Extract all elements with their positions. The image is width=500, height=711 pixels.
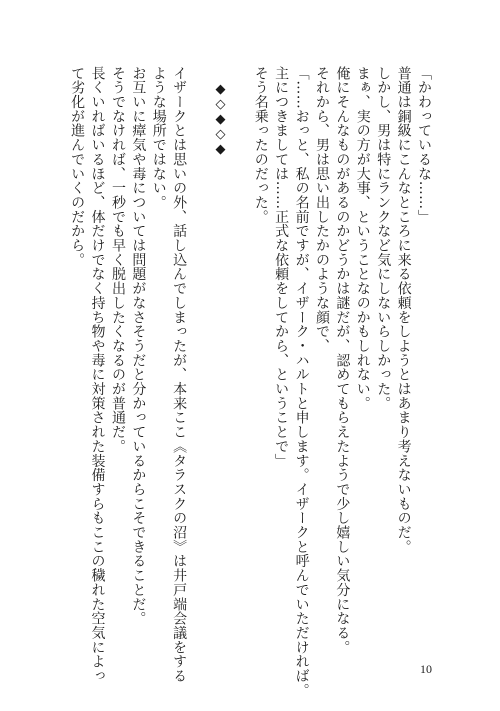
text-line: 長くいればいるほど、体だけでなく持ち物や毒に対策された装備すらもここの穢れた空気によっ (89, 66, 106, 684)
page-number: 10 (420, 662, 432, 676)
section-break: ◆◇◆◇◆ (212, 82, 228, 157)
text-line: しかし、男は特にランクなど気にしないらしかった。 (375, 66, 392, 411)
text-line: お互いに瘴気や毒については問題がなさそうだと分かっているからこそできることだ。 (130, 66, 147, 626)
text-line: イザークとは思いの外、話し込んでしまったが、本来ここ《タラスクの沼》は井戸端会議をする (171, 66, 188, 684)
blank-line (189, 66, 209, 626)
text-line: 「かわっているな……」 (416, 66, 432, 224)
text-line: 俺にそんなものがあるのかどうかは謎だが、認めてもらえたようで少し嬉しい気分になる。 (334, 66, 351, 655)
text-line: それから、男は思い出したかのような顔で、 (313, 66, 330, 353)
text-line: そうでなければ、一秒でも早く脱出したくなるのが普通だ。 (109, 66, 126, 454)
text-line: 「……おっと、私の名前ですが、イザーク・ハルトと申します。イザークと呼んでいただければ。 (293, 66, 310, 698)
text-line: て劣化が進んでいくのだから。 (69, 66, 86, 267)
text-line: ような場所ではない。 (150, 66, 167, 210)
text-line: まぁ、実の方が大事、ということなのかもしれない。 (354, 66, 371, 411)
text-line: 主につきましては……正式な依頼をしてから、ということで」 (273, 66, 290, 468)
blank-line (230, 66, 250, 626)
text-line: そう名乗ったのだった。 (252, 66, 269, 224)
text-line: 普通は銅級にこんなところに来る依頼をしようとはあまり考えないものだ。 (395, 66, 412, 554)
